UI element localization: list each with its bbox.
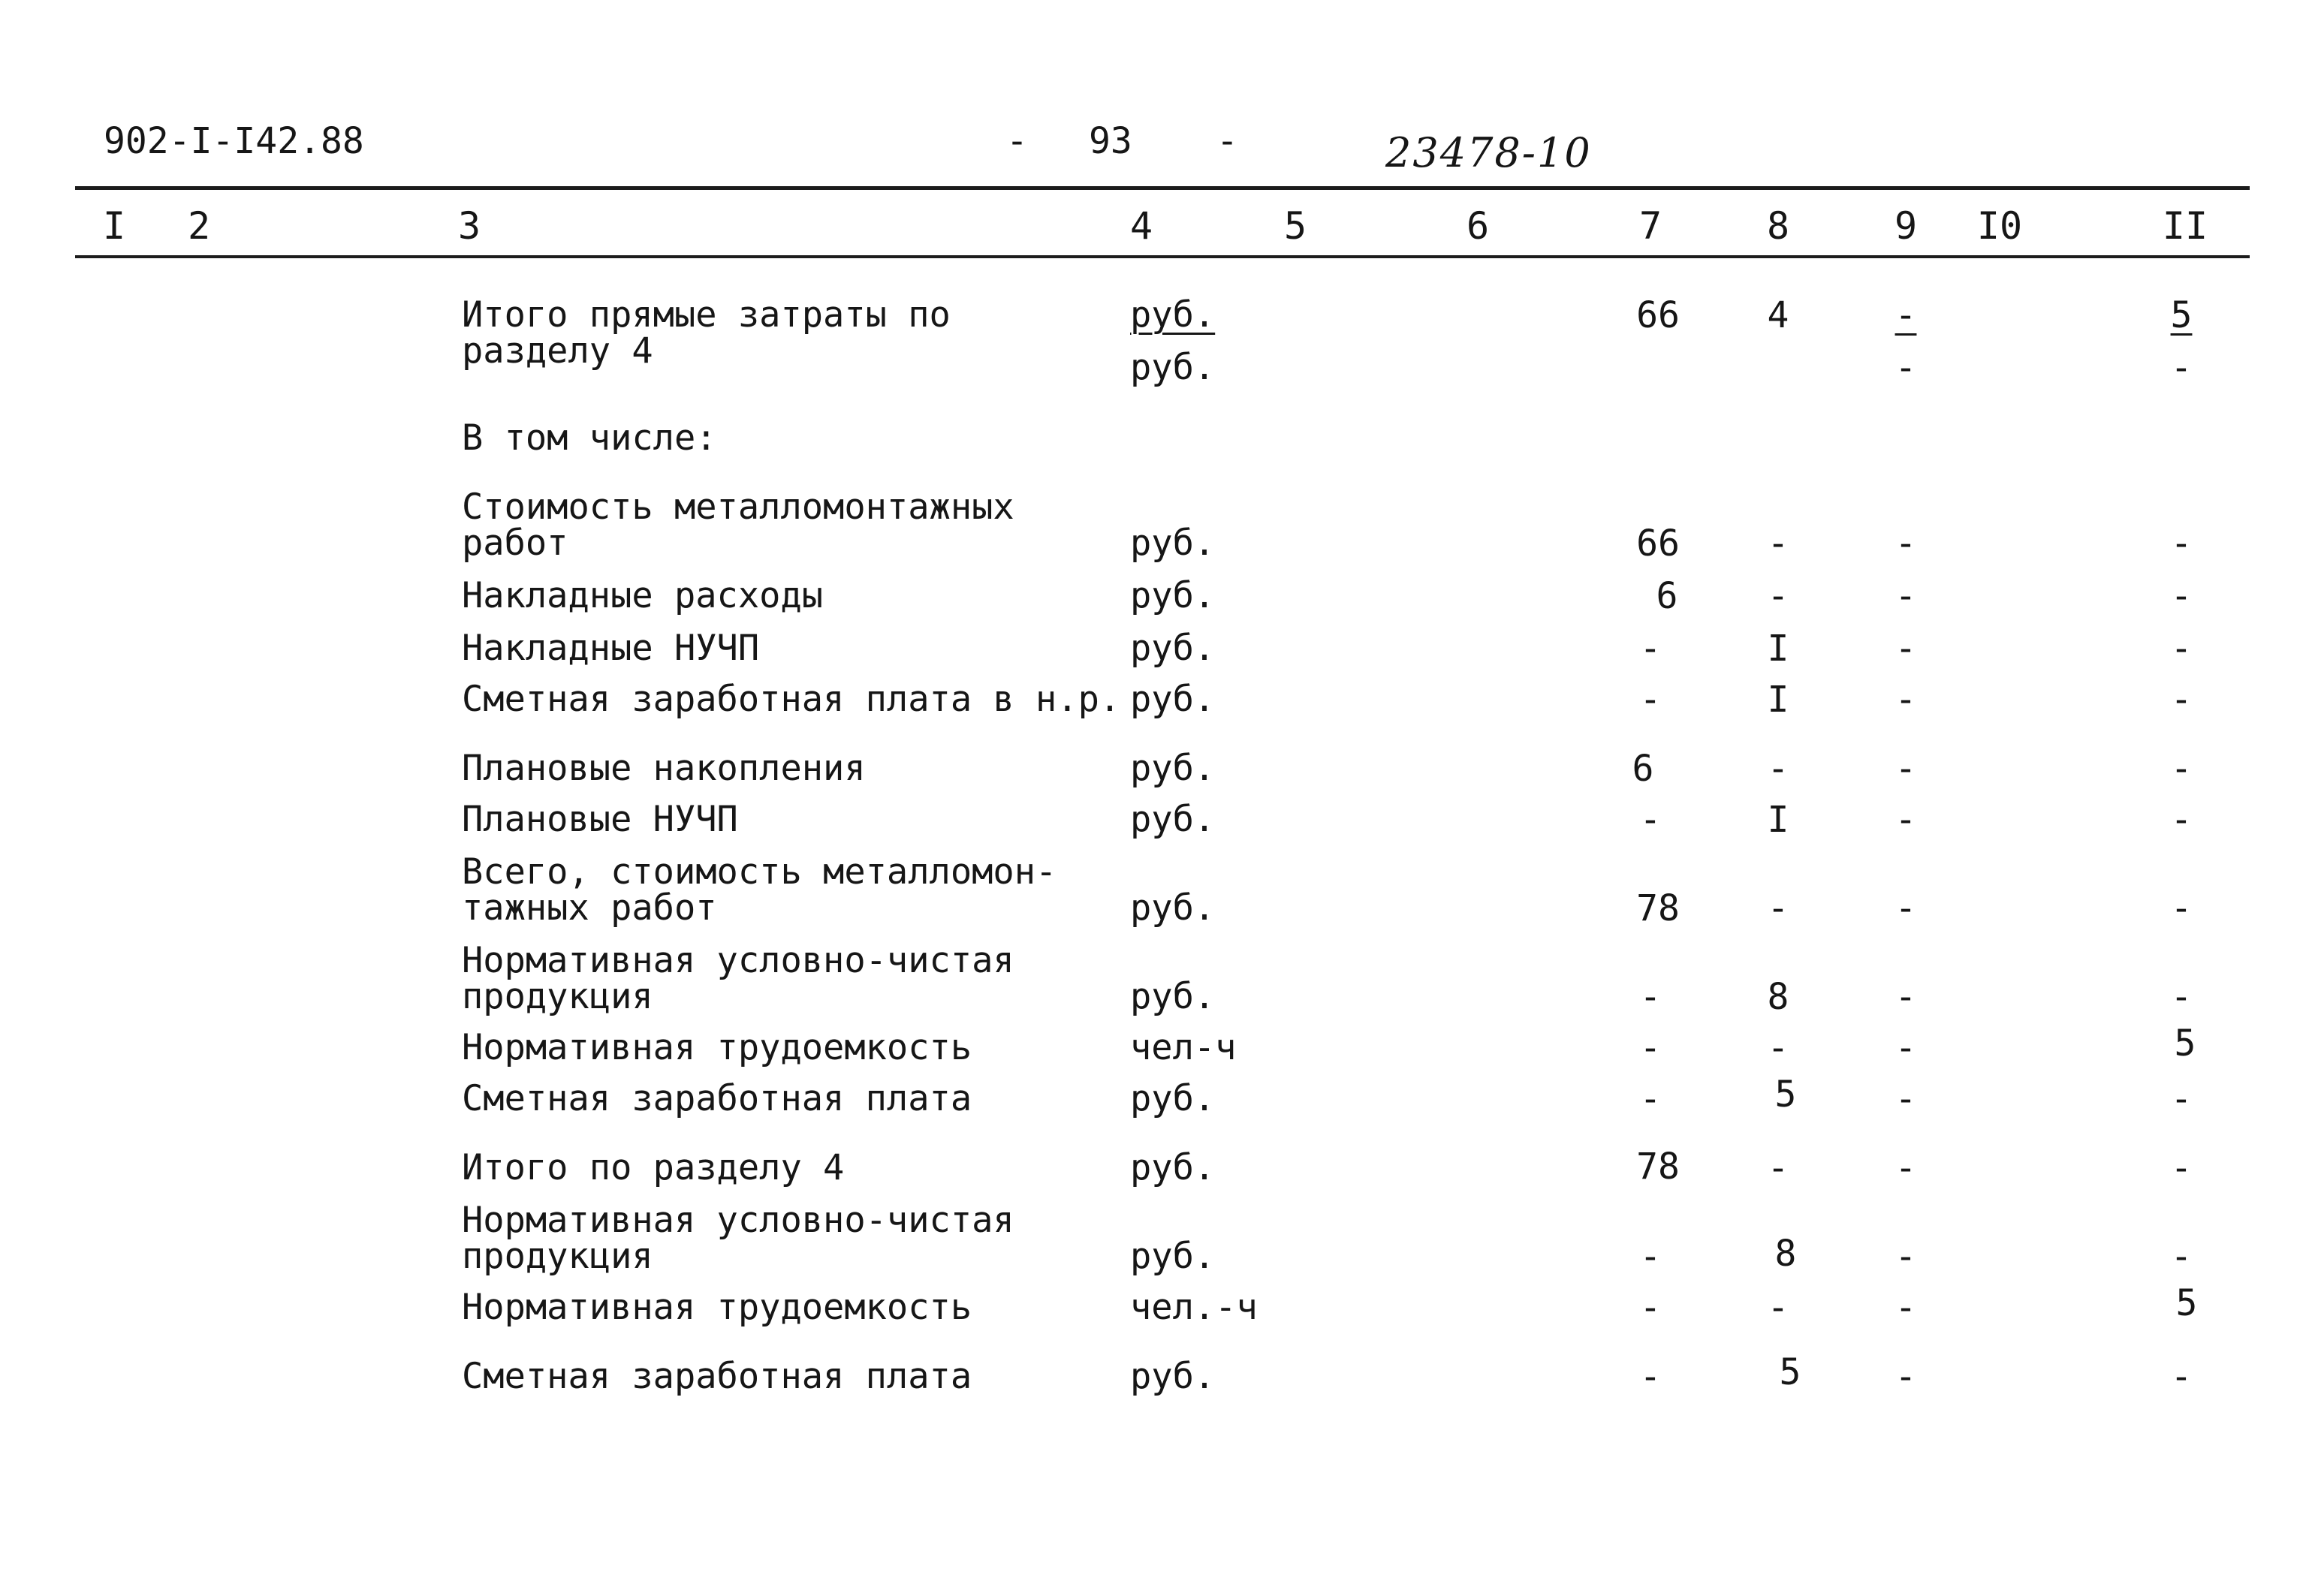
column-header-8: 8	[1766, 204, 1790, 248]
row-col8: 5	[1774, 1074, 1797, 1116]
row-unit: руб.	[1130, 679, 1216, 720]
row-col9: -	[1895, 1078, 1917, 1120]
row-col7: -	[1639, 1027, 1662, 1069]
row-label: Нормативная условно-чистая продукция	[462, 940, 1014, 1017]
row-col8: 4	[1767, 294, 1789, 336]
row-label: Нормативная трудоемкость	[462, 1287, 972, 1328]
row-label: Накладные расходы	[462, 575, 824, 616]
column-header-1: I	[102, 204, 126, 248]
row-unit: руб.	[1130, 1147, 1216, 1188]
row-unit: руб.	[1130, 799, 1216, 840]
row-col7: 78	[1636, 1146, 1680, 1188]
row-col11: 5	[2174, 1022, 2196, 1065]
header-bottom-rule	[75, 255, 2250, 258]
column-header-11: II	[2162, 204, 2208, 248]
row-col8: -	[1767, 748, 1789, 790]
row-unit: чел-ч	[1130, 1027, 1237, 1068]
row-col9: -	[1895, 1356, 1917, 1398]
row-col9: -	[1895, 887, 1917, 929]
row-col8: 5	[1779, 1351, 1801, 1393]
row-unit: руб.	[1130, 628, 1216, 669]
row-col7: 66	[1636, 522, 1680, 565]
row-label: Всего, стоимость металломон- тажных работ	[462, 851, 1057, 929]
page-marker-right: -	[1216, 120, 1238, 162]
page-number: 93	[1089, 120, 1132, 162]
column-header-9: 9	[1894, 204, 1918, 248]
row-col9: -	[1895, 1147, 1917, 1189]
row-col8: -	[1767, 1147, 1789, 1189]
row-unit: руб.	[1130, 976, 1216, 1017]
row-col7: 66	[1636, 294, 1680, 336]
row-unit: руб.	[1130, 294, 1216, 336]
row-col8: -	[1767, 1027, 1789, 1069]
row-col8: -	[1767, 522, 1789, 565]
row-col9: -	[1895, 628, 1917, 670]
row-label: Сметная заработная плата	[462, 1078, 972, 1119]
row-col9: -	[1895, 799, 1917, 841]
row-unit: руб.	[1130, 1078, 1216, 1119]
column-header-10: I0	[1976, 204, 2023, 248]
row-col9: -	[1895, 1027, 1917, 1069]
row-col7: 78	[1636, 887, 1680, 929]
row-label: Накладные НУЧП	[462, 628, 760, 669]
handwritten-id: 23478-10	[1385, 129, 1592, 176]
row-col9: -	[1895, 1236, 1917, 1278]
row-col11: -	[2170, 1147, 2193, 1189]
row-label: Итого по разделу 4	[462, 1147, 845, 1188]
column-header-7: 7	[1638, 204, 1662, 248]
row-label: Плановые НУЧП	[462, 799, 738, 840]
row-col11: -	[2170, 628, 2193, 670]
row-col7: -	[1639, 799, 1662, 841]
row-col11: -	[2170, 887, 2193, 929]
row-col11: -	[2170, 1078, 2193, 1120]
row-col11: 5	[2170, 294, 2193, 336]
column-header-6: 6	[1466, 204, 1490, 248]
row-col9: -	[1895, 522, 1917, 565]
row-label: Сметная заработная плата в н.р.	[462, 679, 1121, 720]
row-unit: руб.	[1130, 1356, 1216, 1397]
row-col7: -	[1639, 976, 1662, 1018]
row-label: Нормативная условно-чистая продукция	[462, 1200, 1014, 1277]
row-col7: -	[1639, 679, 1662, 721]
row-col9: -	[1895, 679, 1917, 721]
row-col7: 6	[1632, 748, 1654, 790]
row-col7: -	[1639, 1356, 1662, 1398]
row-col9: -	[1895, 748, 1917, 790]
page-marker-left: -	[1006, 120, 1028, 162]
row-label: Нормативная трудоемкость	[462, 1027, 972, 1068]
row-label: В том числе:	[462, 417, 717, 459]
row-col11: -	[2170, 1236, 2193, 1278]
row-col9: -	[1895, 575, 1917, 617]
header-top-rule	[75, 186, 2250, 190]
row-unit-2: руб.	[1130, 347, 1216, 388]
row-col11-b: -	[2170, 347, 2193, 389]
document-code: 902-I-I42.88	[104, 120, 364, 162]
row-col7: -	[1639, 1078, 1662, 1120]
row-col11: -	[2170, 1356, 2193, 1398]
row-col11: -	[2170, 522, 2193, 565]
column-header-3: 3	[457, 204, 481, 248]
row-col8: I	[1767, 799, 1789, 841]
row-col7: -	[1639, 1287, 1662, 1329]
row-col11: -	[2170, 976, 2193, 1018]
row-col8: 8	[1774, 1233, 1797, 1275]
row-col9-b: -	[1895, 347, 1917, 389]
row-unit: руб.	[1130, 1236, 1216, 1277]
row-col9: -	[1895, 294, 1917, 336]
row-col11: -	[2170, 679, 2193, 721]
row-col11: -	[2170, 799, 2193, 841]
row-col7: -	[1639, 628, 1662, 670]
row-label: Итого прямые затраты по разделу 4	[462, 294, 951, 372]
row-unit: руб.	[1130, 748, 1216, 789]
row-unit: чел.-ч	[1130, 1287, 1258, 1328]
row-unit: руб.	[1130, 522, 1216, 564]
row-col8: I	[1767, 628, 1789, 670]
row-col11: -	[2170, 575, 2193, 617]
row-col7: -	[1639, 1236, 1662, 1278]
row-col9: -	[1895, 976, 1917, 1018]
row-col11: -	[2170, 748, 2193, 790]
row-label: Сметная заработная плата	[462, 1356, 972, 1397]
row-col8: 8	[1767, 976, 1789, 1018]
row-label: Плановые накопления	[462, 748, 866, 789]
column-header-2: 2	[187, 204, 211, 248]
column-header-5: 5	[1283, 204, 1307, 248]
row-col8: -	[1767, 1287, 1789, 1329]
row-label: Стоимость металломонтажных работ	[462, 486, 1014, 564]
row-col8: -	[1767, 575, 1789, 617]
row-col8: I	[1767, 679, 1789, 721]
column-header-4: 4	[1129, 204, 1153, 248]
row-unit: руб.	[1130, 887, 1216, 929]
row-col7: 6	[1656, 575, 1678, 617]
row-col9: -	[1895, 1287, 1917, 1329]
row-unit: руб.	[1130, 575, 1216, 616]
row-col8: -	[1767, 887, 1789, 929]
row-col11: 5	[2175, 1282, 2198, 1324]
